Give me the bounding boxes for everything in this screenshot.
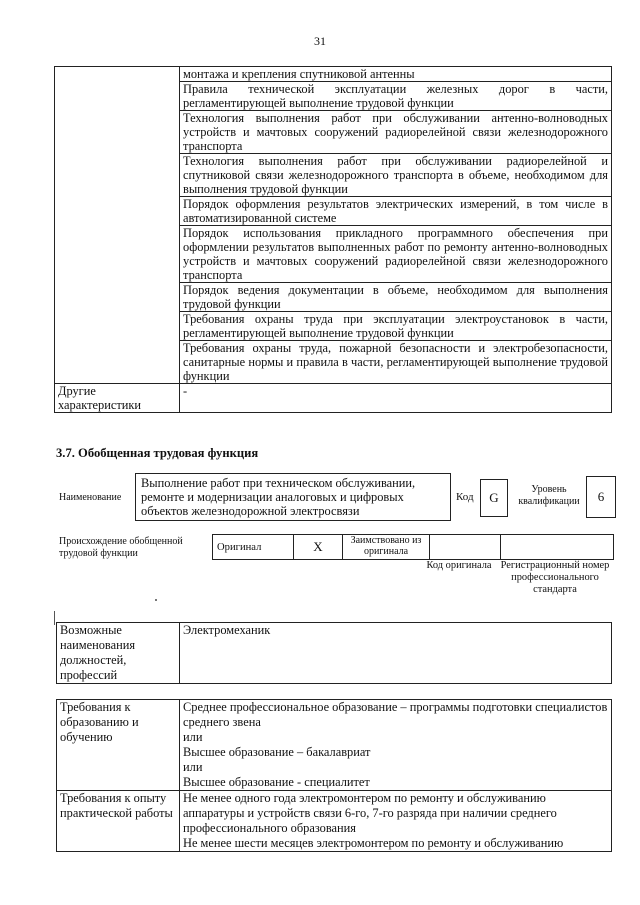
table-row — [213, 535, 614, 560]
table-cell-text: Требования охраны труда, пожарной безопасности и электробезопасности, санитарные нормы и правила в части, регламентирующей выполнение трудовой функции — [180, 341, 612, 384]
experience-value — [180, 791, 612, 852]
table-cell-text: Технология выполнения работ при обслуживании антенно-волноводных устройств и мачтовых сооружений радиорелейной связи железнодорожного транспорта — [180, 111, 612, 154]
page-number: 31 — [314, 34, 326, 48]
education-line: или — [183, 760, 203, 774]
table-cell-label — [55, 67, 180, 384]
scan-mark — [54, 611, 55, 625]
education-label: Требования к образованию и обучению — [57, 700, 180, 791]
experience-line: Не менее шести месяцев электромонтером по ремонту и обслуживанию — [183, 836, 564, 850]
code-original-caption: Код оригинала — [426, 560, 492, 571]
original-label: Оригинал — [213, 535, 294, 560]
table-cell-text: Требования охраны труда при эксплуатации электроустановок в части, регламентирующей выполнение трудовой функции — [180, 312, 612, 341]
knowledge-table — [54, 66, 612, 413]
experience-label: Требования к опыту практической работы — [57, 791, 180, 852]
origin-table — [212, 534, 614, 560]
positions-value: Электромеханик — [180, 623, 612, 684]
code-label: Код — [456, 491, 474, 503]
code-box: G — [480, 479, 508, 517]
origin-label: Происхождение обобщенной трудовой функции — [59, 536, 183, 559]
scan-mark — [155, 599, 157, 601]
reg-number-cell — [501, 535, 614, 560]
code-original-cell — [430, 535, 501, 560]
education-line: или — [183, 730, 203, 744]
table-row-other-characteristics — [55, 384, 612, 413]
function-name-box: Выполнение работ при техническом обслуживании, ремонте и модернизации аналоговых и цифровых объектов железнодорожной электросвязи — [135, 473, 451, 521]
table-row — [57, 700, 612, 791]
table-cell-text: Порядок ведения документации в объеме, необходимом для выполнения трудовой функции — [180, 283, 612, 312]
positions-label: Возможные наименования должностей, профессий — [57, 623, 180, 684]
naming-label: Наименование — [59, 492, 122, 503]
original-mark: X — [294, 535, 343, 560]
table-cell-text: - — [180, 384, 612, 413]
section-title: 3.7. Обобщенная трудовая функция — [56, 446, 259, 460]
borrowed-label: Заимствовано из оригинала — [343, 535, 430, 560]
requirements-table — [56, 699, 612, 852]
table-row — [55, 67, 612, 82]
table-cell-text: монтажа и крепления спутниковой антенны — [180, 67, 612, 82]
table-cell-text: Правила технической эксплуатации железных дорог в части, регламентирующей выполнение трудовой функции — [180, 82, 612, 111]
education-line: Среднее профессиональное образование – программы подготовки специалистов среднего звена — [183, 700, 608, 729]
reg-number-caption: Регистрационный номер профессионального стандарта — [500, 560, 610, 595]
table-cell-text: Порядок использования прикладного программного обеспечения при оформлении результатов выполненных работ по ремонту антенно-волноводных устройств и мачтовых сооружений радиорелейной связи железнодорожного транспорта — [180, 226, 612, 283]
table-row — [57, 791, 612, 852]
experience-line: Не менее одного года электромонтером по ремонту и обслуживанию аппаратуры и устройств связи 6-го, 7-го разряда при наличии среднего профессионального образования — [183, 791, 557, 835]
level-label: Уровень квалификации — [518, 484, 580, 507]
level-box: 6 — [586, 476, 616, 518]
table-row — [57, 623, 612, 684]
education-value — [180, 700, 612, 791]
education-line: Высшее образование – бакалавриат — [183, 745, 371, 759]
table-cell-label: Другие характеристики — [55, 384, 180, 413]
table-cell-text: Порядок оформления результатов электрических измерений, в том числе в автоматизированной системе — [180, 197, 612, 226]
education-line: Высшее образование - специалитет — [183, 775, 370, 789]
positions-table — [56, 622, 612, 684]
table-cell-text: Технология выполнения работ при обслуживании радиорелейной и спутниковой связи железнодорожного транспорта в объеме, необходимом для выполнения трудовой функции — [180, 154, 612, 197]
